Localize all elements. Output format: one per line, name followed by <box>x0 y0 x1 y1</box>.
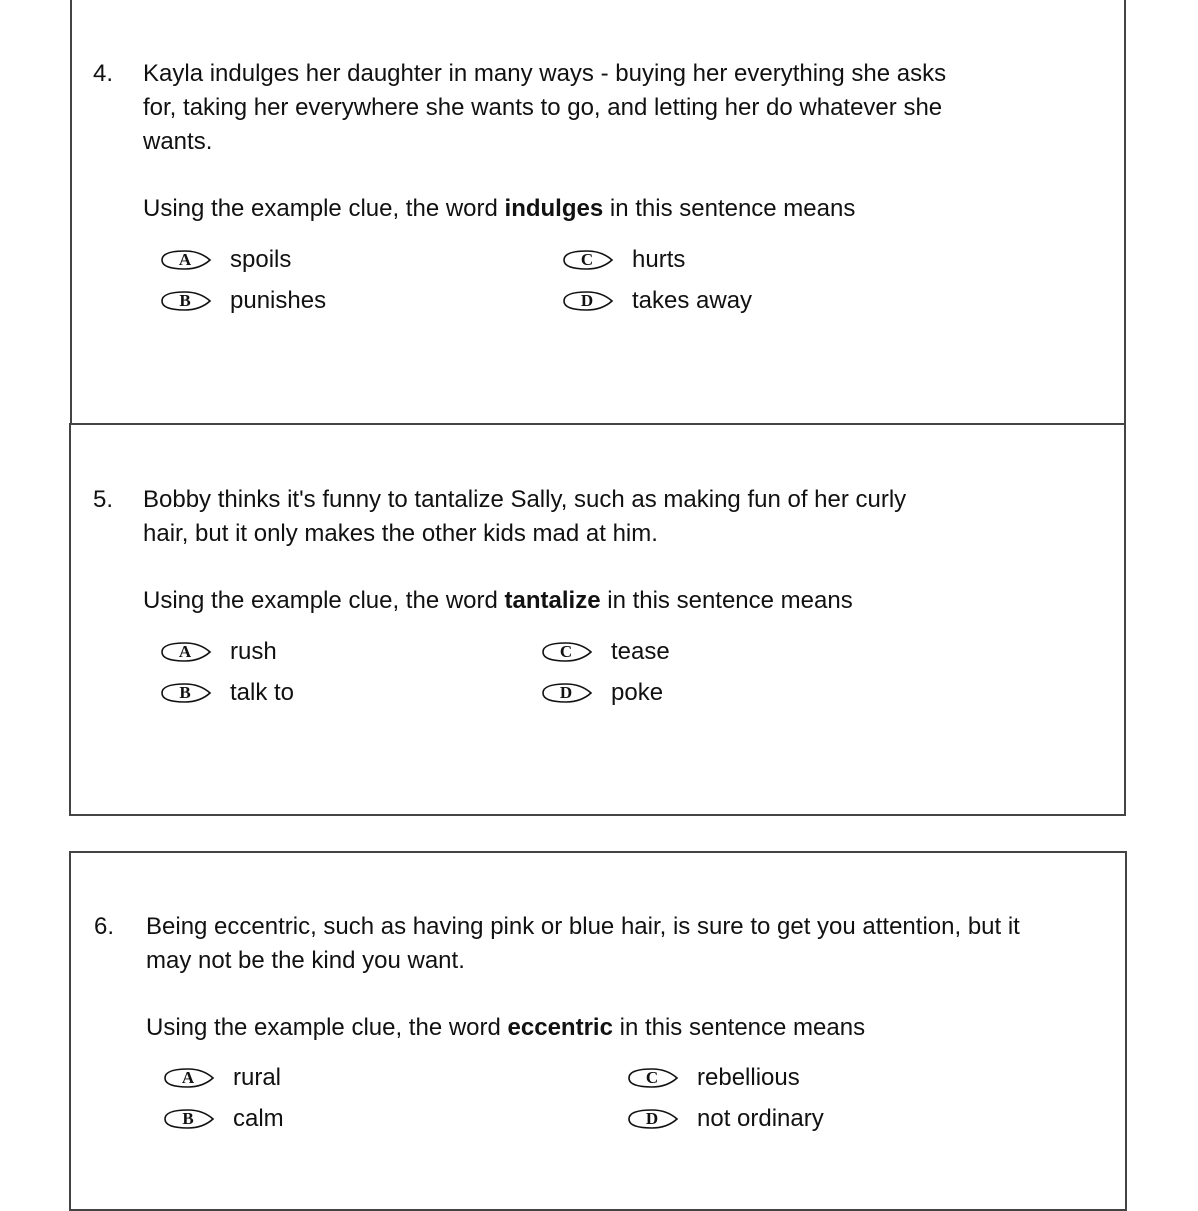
option-text: not ordinary <box>697 1105 824 1132</box>
option-text: poke <box>611 679 664 706</box>
option-text: rural <box>233 1064 282 1091</box>
question-4-prompt <box>143 192 855 226</box>
option-text: calm <box>233 1105 284 1132</box>
answer-bubble-icon[interactable] <box>160 682 212 704</box>
prompt-text-before: Using the example clue, the word <box>146 1014 508 1041</box>
option-letter: A <box>178 250 192 269</box>
question-4-line-1: Kayla indulges her daughter in many ways - buying her everything she asks <box>143 60 947 87</box>
question-6-prompt <box>146 1011 865 1045</box>
prompt-text-before: Using the example clue, the word <box>143 195 505 222</box>
question-5-box <box>69 423 1126 816</box>
option-letter: A <box>181 1068 195 1087</box>
answer-bubble-icon[interactable] <box>163 1067 215 1089</box>
question-6-line-2: may not be the kind you want. <box>146 947 465 974</box>
answer-bubble-icon[interactable] <box>627 1108 679 1130</box>
option-letter: B <box>179 291 191 310</box>
prompt-text-after: in this sentence means <box>603 195 856 222</box>
answer-bubble-icon[interactable] <box>627 1067 679 1089</box>
question-6-line-1: Being eccentric, such as having pink or blue hair, is sure to get you attention, but it <box>146 913 1020 940</box>
question-4-number: 4. <box>93 60 114 87</box>
question-5-line-2: hair, but it only makes the other kids mad at him. <box>143 520 658 547</box>
question-5-line-1: Bobby thinks it's funny to tantalize Sally, such as making fun of her curly <box>143 486 907 513</box>
prompt-text-after: in this sentence means <box>612 1014 866 1041</box>
option-letter: B <box>182 1109 194 1128</box>
option-letter: D <box>559 683 573 702</box>
answer-bubble-icon[interactable] <box>160 249 212 271</box>
question-4-keyword: indulges <box>504 195 604 222</box>
option-letter: C <box>559 642 573 661</box>
option-text: rebellious <box>697 1064 800 1091</box>
option-letter: B <box>179 683 191 702</box>
option-letter: C <box>645 1068 659 1087</box>
question-5-number: 5. <box>93 486 114 513</box>
option-text: hurts <box>632 246 686 273</box>
question-5-text <box>143 483 906 551</box>
question-6-keyword: eccentric <box>507 1014 613 1041</box>
option-letter: A <box>178 642 192 661</box>
question-6-text <box>146 910 1020 978</box>
option-text: punishes <box>230 287 327 314</box>
question-4-line-3: wants. <box>143 128 213 155</box>
prompt-text-before: Using the example clue, the word <box>143 587 505 614</box>
answer-bubble-icon[interactable] <box>562 290 614 312</box>
question-5-keyword: tantalize <box>504 587 601 614</box>
option-letter: C <box>580 250 594 269</box>
option-letter: D <box>580 291 594 310</box>
answer-bubble-icon[interactable] <box>541 641 593 663</box>
option-text: talk to <box>230 679 295 706</box>
answer-bubble-icon[interactable] <box>160 641 212 663</box>
question-4-line-2: for, taking her everywhere she wants to go, and letting her do whatever she <box>143 94 943 121</box>
answer-bubble-icon[interactable] <box>562 249 614 271</box>
option-text: tease <box>611 638 670 665</box>
option-text: takes away <box>632 287 753 314</box>
answer-bubble-icon[interactable] <box>163 1108 215 1130</box>
question-4-text <box>143 57 946 159</box>
answer-bubble-icon[interactable] <box>541 682 593 704</box>
option-letter: D <box>645 1109 659 1128</box>
prompt-text-after: in this sentence means <box>600 587 853 614</box>
answer-bubble-icon[interactable] <box>160 290 212 312</box>
option-text: spoils <box>230 246 292 273</box>
question-5-prompt <box>143 584 853 618</box>
question-6-number: 6. <box>94 913 115 940</box>
option-text: rush <box>230 638 277 665</box>
